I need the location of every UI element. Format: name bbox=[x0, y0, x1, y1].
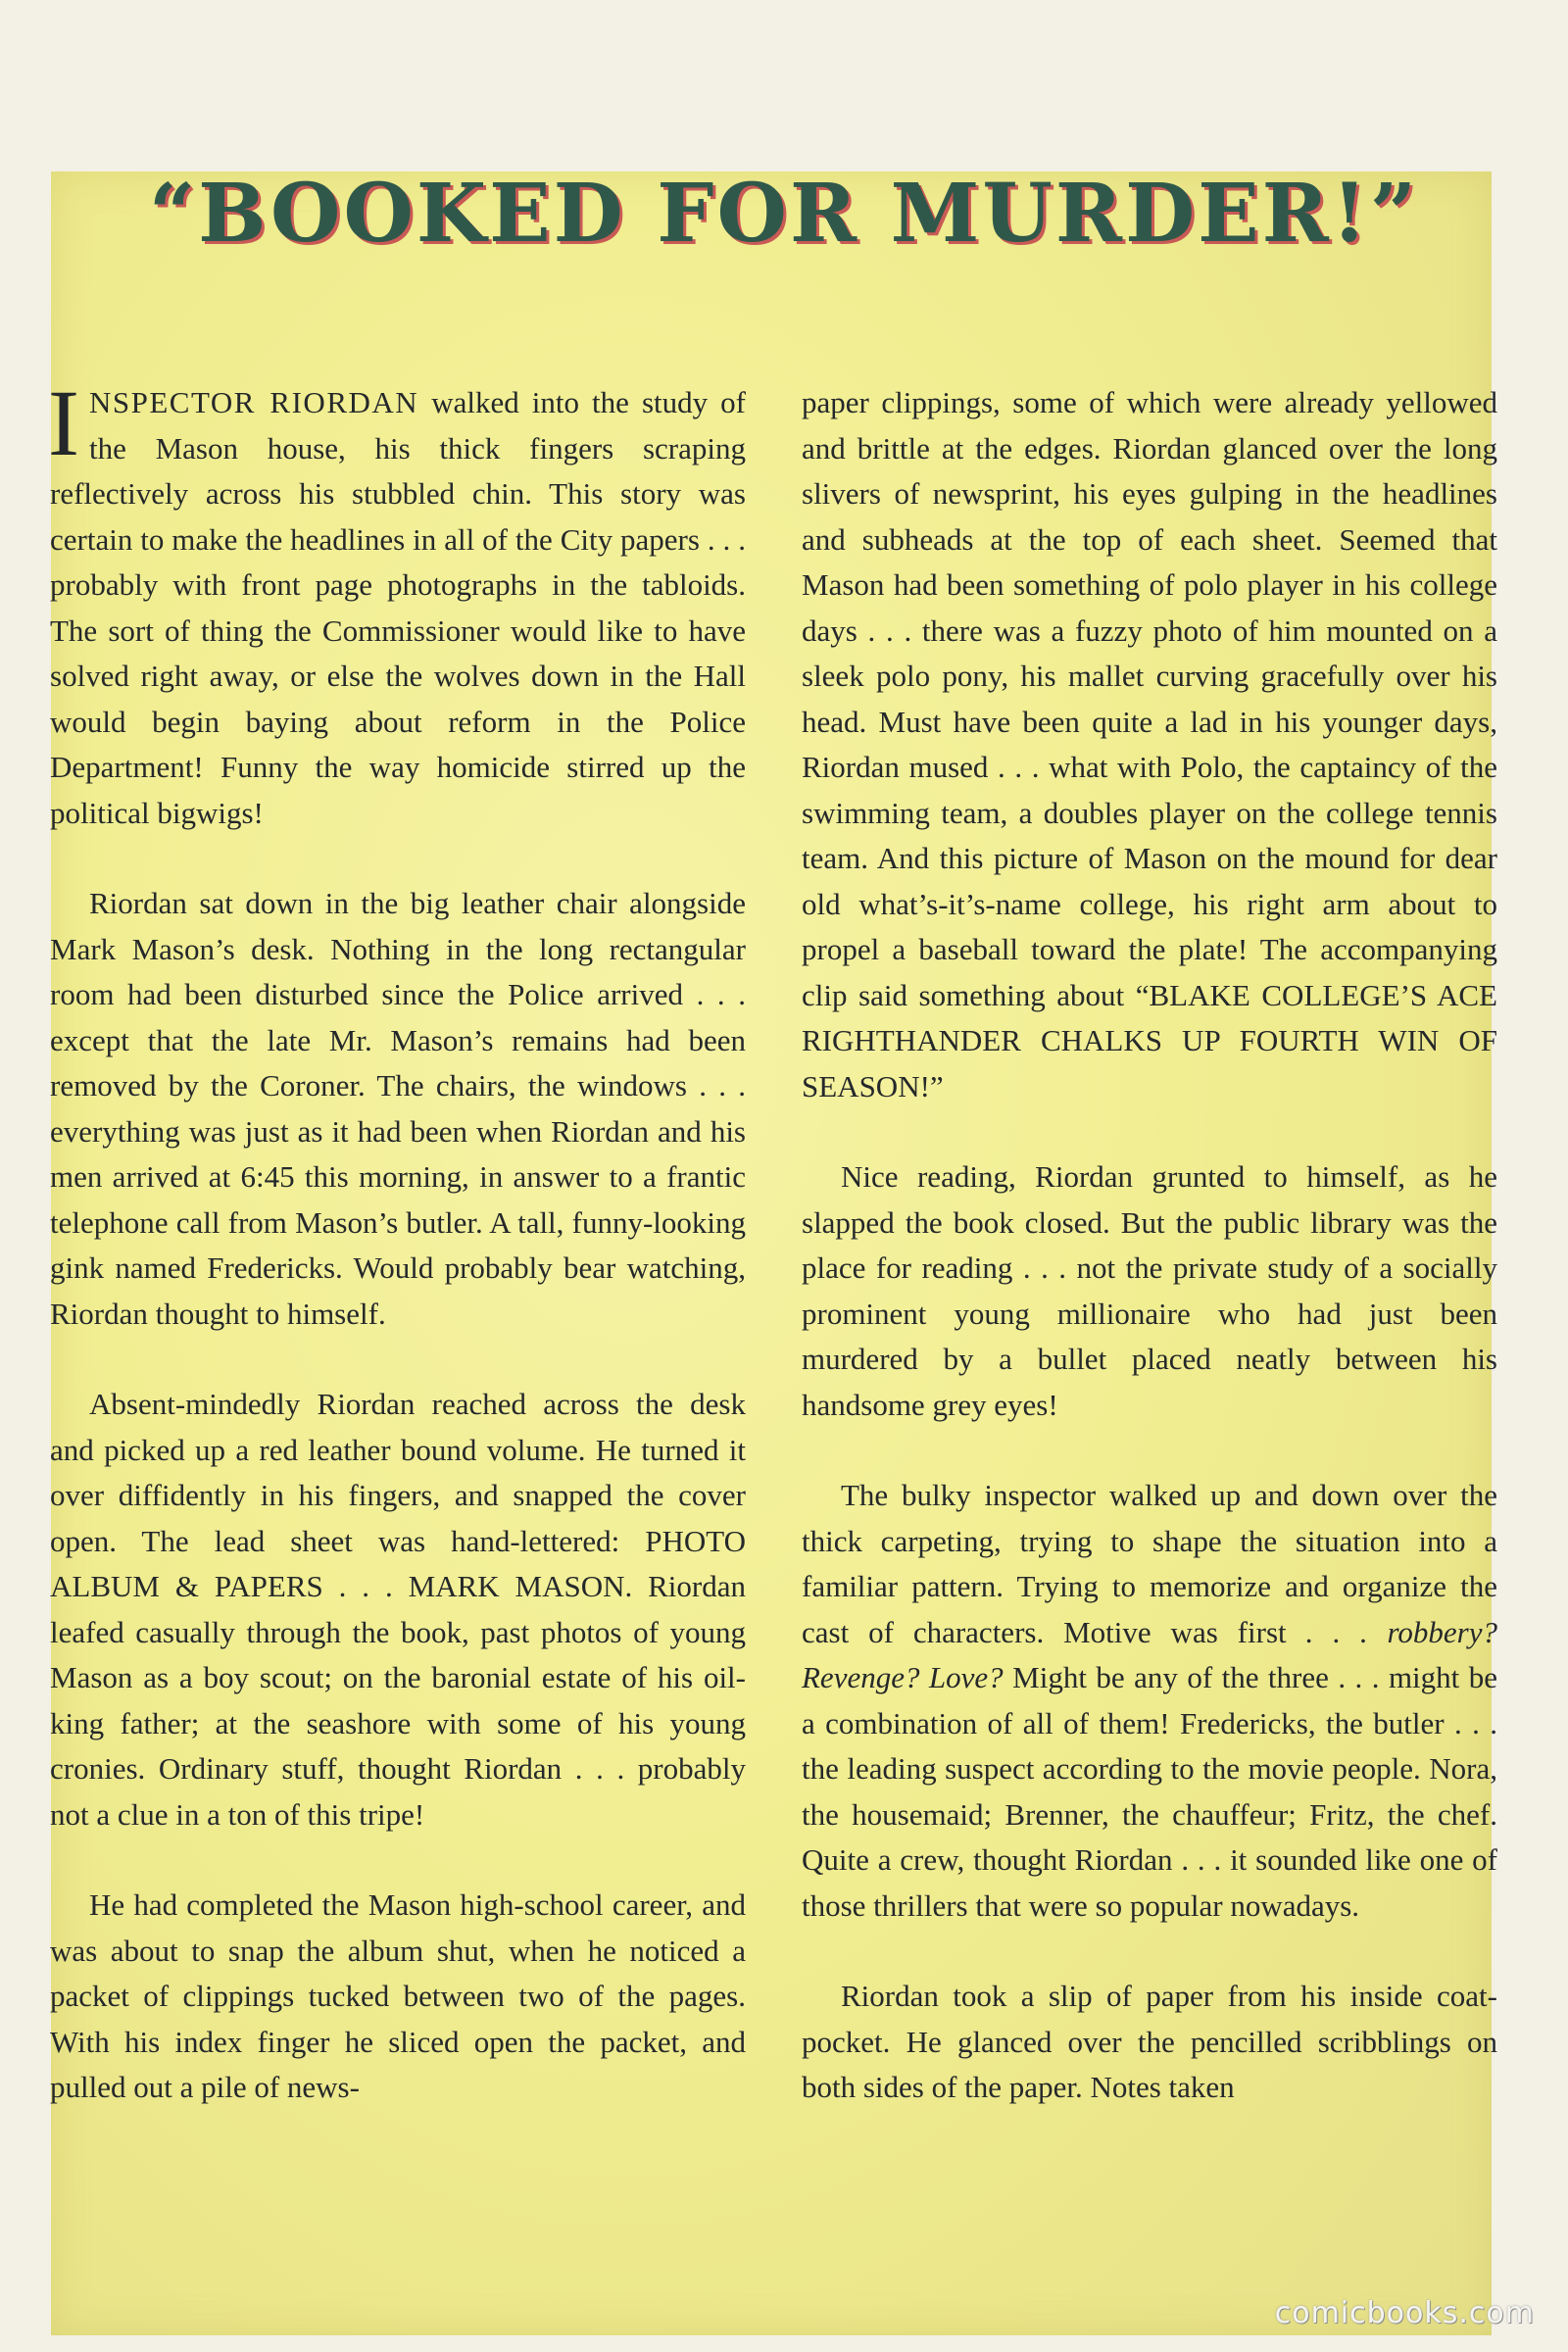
site-watermark: comicbooks.com bbox=[1274, 2296, 1535, 2330]
right-text-column bbox=[802, 380, 1497, 2156]
paragraph-1-text: walked into the study of the Mason house, his thick fingers scraping reflectively across his stubbled chin. This story was certain to make the headlines in all of the City papers . . . probably with front page photographs in the tabloids. The sort of thing the Commissioner would like to have solved right away, or else the wolves down in the Hall would begin baying about reform in the Police Department! Funny the way homicide stirred up the political bigwigs! bbox=[50, 385, 746, 830]
paragraph-6: Nice reading, Riordan grunted to himself, as he slapped the book closed. But the public library was the place for reading . . . not the private study of a socially prominent young millionaire who had just been murdered by a bullet placed neatly between his handsome grey eyes! bbox=[802, 1159, 1497, 1422]
lead-in-text: NSPECTOR RIORDAN bbox=[88, 385, 419, 419]
paragraph-7-text-a: The bulky inspector walked up and down over the thick carpeting, trying to shape the situation into a familiar pattern. Trying to memorize and organize the cast of characters. Motive was first bbox=[802, 1478, 1497, 1649]
story-title: “BOOKED FOR MURDER!” bbox=[149, 167, 1419, 261]
paragraph-1 bbox=[48, 370, 746, 836]
paragraph-8: Riordan took a slip of paper from his inside coat-pocket. He glanced over the pencilled scribblings on both sides of the paper. Notes taken bbox=[802, 1979, 1497, 2104]
left-text-column bbox=[48, 370, 746, 2156]
paragraph-7-text-b: Might be any of the three . . . might be a combination of all of them! Fredericks, the butler . . . the leading suspect according to the movie people. Nora, the housemaid; Brenner, the chauffeur; Fritz, the chef. Quite a crew, thought Riordan . . . it sounded like one of those thrillers that were so popular nowadays. bbox=[802, 1660, 1497, 1923]
paragraph-7 bbox=[802, 1473, 1497, 1929]
paragraph-5: paper clippings, some of which were already yellowed and brittle at the edges. Riordan glanced over the long slivers of newsprint, his eyes gulping in the headlines and subheads at the top of each sheet. Seemed that Mason had been something of polo player in his college days . . . there was a fuzzy photo of him mounted on a sleek polo pony, his mallet curving gracefully over his head. Must have been quite a lad in his younger days, Riordan mused . . . what with Polo, the captaincy of the swimming team, a doubles player on the college tennis team. And this picture of Mason on the mound for dear old what’s-it’s-name college, his right arm about to propel a baseball toward the plate! The accompanying clip said something about “BLAKE COLLEGE’S ACE RIGHTHANDER CHALKS UP FOURTH WIN OF SEASON!” bbox=[802, 385, 1497, 1103]
paragraph-3: Absent-mindedly Riordan reached across the desk and picked up a red leather bound volume. He turned it over diffidently in his fingers, and snapped the cover open. The lead sheet was hand-lettered: PHOTO ALBUM & PAPERS . . . MARK MASON. Riordan leafed casually through the book, past photos of young Mason as a boy scout; on the baronial estate of his oil-king father; at the seashore with some of his young cronies. Ordinary stuff, thought Riordan . . . probably not a clue in a ton of this tripe! bbox=[50, 1387, 746, 1832]
paragraph-7-italic: . . . robbery? Revenge? Love? bbox=[802, 1614, 1497, 1694]
paragraph-4: He had completed the Mason high-school career, and was about to snap the album shut, when he noticed a packet of clippings tucked between two of the pages. With his index finger he sliced open the packet, and pulled out a pile of news- bbox=[50, 1887, 746, 2104]
paragraph-2: Riordan sat down in the big leather chair alongside Mark Mason’s desk. Nothing in the long rectangular room had been disturbed since the Police arrived . . . except that the late Mr. Mason’s remains had been removed by the Coroner. The chairs, the windows . . . everything was just as it had been when Riordan and his men arrived at 6:45 this morning, in answer to a frantic telephone call from Mason’s butler. A tall, funny-looking gink named Fredericks. Would probably bear watching, Riordan thought to himself. bbox=[50, 886, 746, 1331]
drop-cap: I bbox=[48, 370, 79, 475]
